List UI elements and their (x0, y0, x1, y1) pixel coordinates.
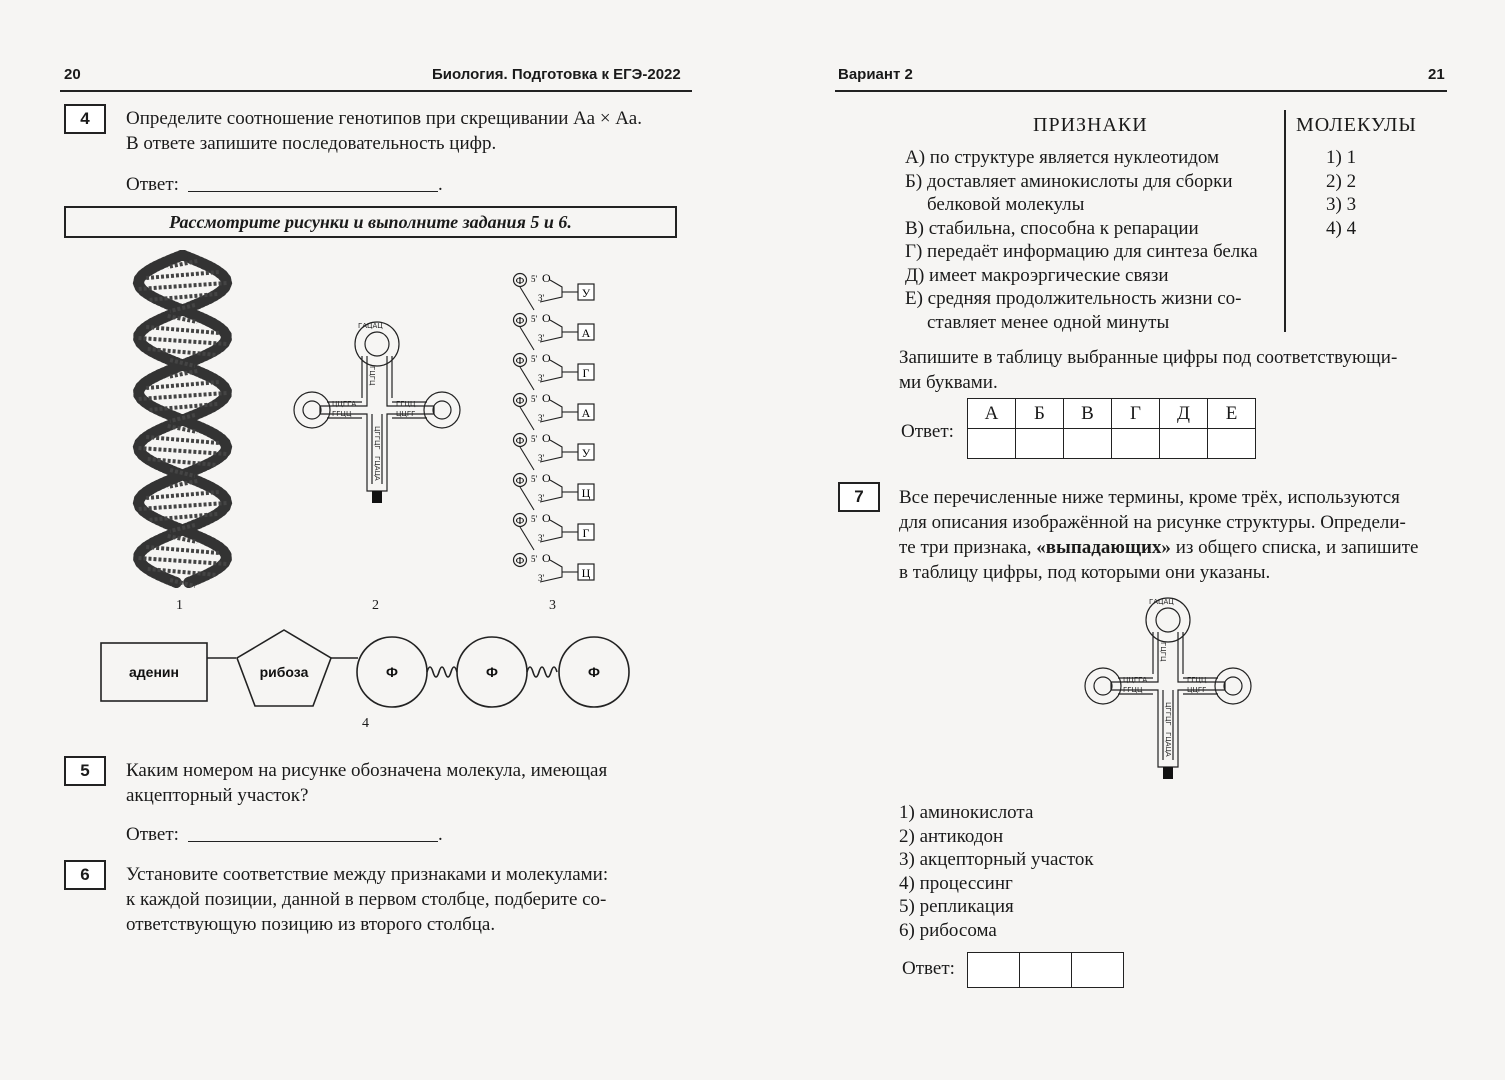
sugar-5-prime: 5' (531, 314, 538, 324)
instruction-line: Запишите в таблицу выбранные цифры под соответствующи- (899, 347, 1398, 368)
base-pair-rung (139, 283, 227, 289)
task7-line: Все перечисленные ниже термины, кроме трёх, используются (899, 487, 1400, 508)
sugar-3-prime: 3' (538, 333, 545, 343)
rna-chain-svg (510, 262, 600, 592)
sugar-3-prime: 3' (538, 573, 545, 583)
sugar-oxygen: О (542, 471, 551, 485)
svg-text:ГЦГЦ: ГЦГЦ (1159, 642, 1167, 662)
nucleotide (514, 511, 595, 550)
sugar-oxygen: О (542, 271, 551, 285)
term-item: 5) репликация (899, 896, 1014, 917)
task-number-box: 4 (64, 104, 106, 134)
task5-line: акцепторный участок? (126, 785, 309, 806)
sugar-3-prime: 3' (538, 413, 545, 423)
task6-line: Установите соответствие между признаками и молекулами: (126, 864, 609, 885)
table-instruction (899, 345, 1447, 395)
header-rule (60, 90, 692, 92)
phosphate-symbol: Ф (515, 275, 525, 287)
task6-line: ответствующую позицию из второго столбца. (126, 914, 496, 935)
svg-text:ГЦГЦ: ГЦГЦ (368, 366, 376, 386)
base-pair-rung (146, 437, 219, 443)
sugar-3-prime: 3' (538, 293, 545, 303)
molecule-item: 1) 1 (1326, 147, 1357, 168)
features-list (905, 146, 1285, 334)
page-number: 20 (64, 66, 81, 83)
svg-text:ЦЦГГ: ЦЦГГ (396, 410, 416, 418)
answer-letter-header: Е (1208, 399, 1256, 429)
base-pair-rung (139, 448, 227, 454)
task5-text (126, 758, 678, 808)
term-item: 6) рибосома (899, 919, 997, 941)
header-rule (835, 90, 1447, 92)
answer-cell[interactable] (968, 953, 1020, 988)
base-pair-rung (139, 393, 227, 399)
svg-text:ЦЦГГА: ЦЦГГА (1123, 676, 1148, 684)
base-pair-rung (146, 547, 219, 553)
base-pair-rung (146, 382, 219, 388)
answer-letter-header: Г (1112, 399, 1160, 429)
figure-caption: 1 (176, 598, 183, 613)
molecule-item: 2) 2 (1326, 170, 1357, 192)
task4-answer-label: Ответ: (126, 174, 179, 195)
base-letter: У (581, 286, 591, 300)
task5-answer-period: . (438, 824, 443, 845)
figure-caption: 4 (362, 716, 369, 731)
nucleotide (514, 351, 595, 390)
matching-answer-table (967, 398, 1256, 459)
feature-item: Е) средняя продолжительность жизни со- (905, 288, 1242, 309)
sugar-3-prime: 3' (538, 453, 545, 463)
nucleotide (514, 391, 595, 430)
sugar-oxygen: О (542, 551, 551, 565)
trna-figure (1083, 592, 1253, 784)
sugar-5-prime: 5' (531, 554, 538, 564)
sugar-5-prime: 5' (531, 434, 538, 444)
term-item: 4) процессинг (899, 872, 1013, 894)
answer-cell[interactable] (968, 429, 1016, 459)
molecule-item: 3) 3 (1326, 194, 1357, 215)
figure-caption: 3 (549, 598, 556, 613)
right-page (765, 0, 1505, 1080)
trna-figure (292, 316, 462, 508)
sugar-oxygen: О (542, 351, 551, 365)
feature-item: Б) доставляет аминокислоты для сборки (905, 170, 1233, 192)
instruction-banner: Рассмотрите рисунки и выполните задания 5 и 6. (64, 206, 677, 238)
feature-item: В) стабильна, способна к репарации (905, 217, 1199, 239)
feature-item: Г) передаёт информацию для синтеза белка (905, 241, 1258, 262)
base-letter: Ц (581, 566, 591, 580)
base-letter: А (581, 326, 591, 340)
svg-text:ЦГГЦГ: ЦГГЦГ (373, 426, 381, 450)
task7-text (899, 485, 1447, 585)
sugar-5-prime: 5' (531, 274, 538, 284)
task4-answer-period: . (438, 174, 443, 195)
svg-text:ГГЦЦ: ГГЦЦ (332, 410, 352, 418)
term-item: 3) акцепторный участок (899, 849, 1094, 870)
phosphate-symbol: Ф (515, 435, 525, 447)
base-pair-rung (146, 272, 219, 278)
sugar-3-prime: 3' (538, 533, 545, 543)
svg-text:ГАЦАЦ: ГАЦАЦ (1149, 598, 1174, 606)
phosphate-symbol: Ф (515, 315, 525, 327)
dna-helix-figure (120, 250, 245, 590)
svg-text:ГГЦЦ: ГГЦЦ (1123, 686, 1143, 694)
sugar-5-prime: 5' (531, 474, 538, 484)
svg-text:ГАЦАЦ: ГАЦАЦ (358, 322, 383, 330)
answer-cell[interactable] (1208, 429, 1256, 459)
answer-cell[interactable] (1160, 429, 1208, 459)
base-pair-rung (139, 558, 227, 564)
nucleotide (514, 471, 595, 510)
answer-cell[interactable] (1112, 429, 1160, 459)
svg-text:ЦГГЦГ: ЦГГЦГ (1164, 702, 1172, 726)
atp-high-energy-bond (427, 667, 457, 677)
nucleotide (514, 271, 595, 310)
task5-answer-line[interactable] (188, 841, 438, 842)
molecules-column-header: МОЛЕКУЛЫ (1296, 114, 1417, 136)
answer-letter-header: В (1064, 399, 1112, 429)
answer-cell[interactable] (1020, 953, 1072, 988)
task7-answer-label: Ответ: (902, 958, 955, 979)
phosphate-symbol: Ф (515, 355, 525, 367)
task7-line: для описания изображённой на рисунке структуры. Определи- (899, 512, 1406, 533)
answer-letter-header: Б (1016, 399, 1064, 429)
feature-item: белковой молекулы (927, 194, 1085, 215)
sugar-5-prime: 5' (531, 394, 538, 404)
matching-answer-label: Ответ: (901, 421, 954, 442)
sugar-oxygen: О (542, 311, 551, 325)
sugar-5-prime: 5' (531, 354, 538, 364)
features-column-header: ПРИЗНАКИ (1033, 114, 1148, 136)
atp-phosphate-label: Ф (486, 664, 498, 680)
svg-text:ГГЦЦ: ГГЦЦ (396, 400, 416, 408)
svg-text:ЦЦГГ: ЦЦГГ (1187, 686, 1207, 694)
answer-letters-row (968, 399, 1256, 429)
sugar-3-prime: 3' (538, 373, 545, 383)
sugar-3-prime: 3' (538, 493, 545, 503)
term-item: 1) аминокислота (899, 802, 1034, 823)
terms-list (899, 801, 1094, 942)
atp-ribose-label: рибоза (259, 664, 309, 680)
trna-acceptor-end (372, 491, 382, 503)
nucleotide (514, 551, 595, 583)
task4-answer-line[interactable] (188, 191, 438, 192)
figure-caption: 2 (372, 598, 379, 613)
phosphate-symbol: Ф (515, 515, 525, 527)
answer-letter-header: А (968, 399, 1016, 429)
atp-high-energy-bond (527, 667, 557, 677)
base-letter: Г (582, 526, 590, 540)
term-item: 2) антикодон (899, 825, 1004, 847)
atp-adenine-label: аденин (129, 664, 179, 680)
sugar-oxygen: О (542, 391, 551, 405)
answer-cell[interactable] (1064, 429, 1112, 459)
base-pair-rung (146, 327, 219, 333)
atp-phosphate-label: Ф (588, 664, 600, 680)
answer-cells-row (968, 429, 1256, 459)
svg-text:ГГЦЦ: ГГЦЦ (1187, 676, 1207, 684)
nucleotide (514, 311, 595, 350)
task7-line: в таблицу цифры, под которыми они указаны. (899, 562, 1271, 583)
task5-line: Каким номером на рисунке обозначена молекула, имеющая (126, 760, 608, 781)
base-letter: У (581, 446, 591, 460)
svg-text:ГЦАЦА: ГЦАЦА (373, 456, 381, 481)
task7-answer-table (967, 952, 1124, 988)
answer-letter-header: Д (1160, 399, 1208, 429)
molecules-list (1326, 146, 1356, 240)
molecule-item: 4) 4 (1326, 217, 1357, 239)
atp-phosphate-label: Ф (386, 664, 398, 680)
feature-item: А) по структуре является нуклеотидом (905, 147, 1220, 168)
base-pair-rung (139, 503, 227, 509)
base-letter: Г (582, 366, 590, 380)
task7-line (899, 535, 1447, 560)
page-number: 21 (1428, 66, 1445, 83)
svg-text:ЦЦГГА: ЦЦГГА (332, 400, 357, 408)
answer-cell[interactable] (1072, 953, 1124, 988)
rna-chain-figure (510, 262, 600, 592)
sugar-5-prime: 5' (531, 514, 538, 524)
phosphate-symbol: Ф (515, 555, 525, 567)
base-letter: Ц (581, 486, 591, 500)
task7-emphasis: «выпадающих» (1036, 537, 1171, 558)
task6-text (126, 862, 678, 937)
phosphate-symbol: Ф (515, 475, 525, 487)
base-pair-rung (139, 338, 227, 344)
task4-line: В ответе запишите последовательность цифр. (126, 133, 497, 154)
task-number-box: 6 (64, 860, 106, 890)
task5-answer-label: Ответ: (126, 824, 179, 845)
task-number-box: 7 (838, 482, 880, 512)
running-title: Биология. Подготовка к ЕГЭ-2022 (432, 66, 681, 83)
variant-title: Вариант 2 (838, 66, 913, 83)
base-letter: А (581, 406, 591, 420)
task6-line: к каждой позиции, данной в первом столбце, подберите со- (126, 889, 607, 910)
task4-text (126, 106, 678, 156)
task7-line3-pre: те три признака, (899, 537, 1037, 558)
task7-line3-post: из общего списка, и запишите (1170, 537, 1419, 558)
sugar-oxygen: О (542, 431, 551, 445)
trna-acceptor-end (1163, 767, 1173, 779)
sugar-oxygen: О (542, 511, 551, 525)
left-page (0, 0, 740, 1080)
task4-line: Определите соотношение генотипов при скрещивании Аа × Аа. (126, 108, 642, 129)
answer-cell[interactable] (1016, 429, 1064, 459)
nucleotide (514, 431, 595, 470)
phosphate-symbol: Ф (515, 395, 525, 407)
feature-item: Д) имеет макроэргические связи (905, 264, 1169, 286)
svg-text:ГЦАЦА: ГЦАЦА (1164, 732, 1172, 757)
base-pair-rung (146, 492, 219, 498)
atp-figure (98, 628, 638, 712)
instruction-line: ми буквами. (899, 372, 998, 393)
task-number-box: 5 (64, 756, 106, 786)
feature-item: ставляет менее одной минуты (927, 311, 1170, 333)
